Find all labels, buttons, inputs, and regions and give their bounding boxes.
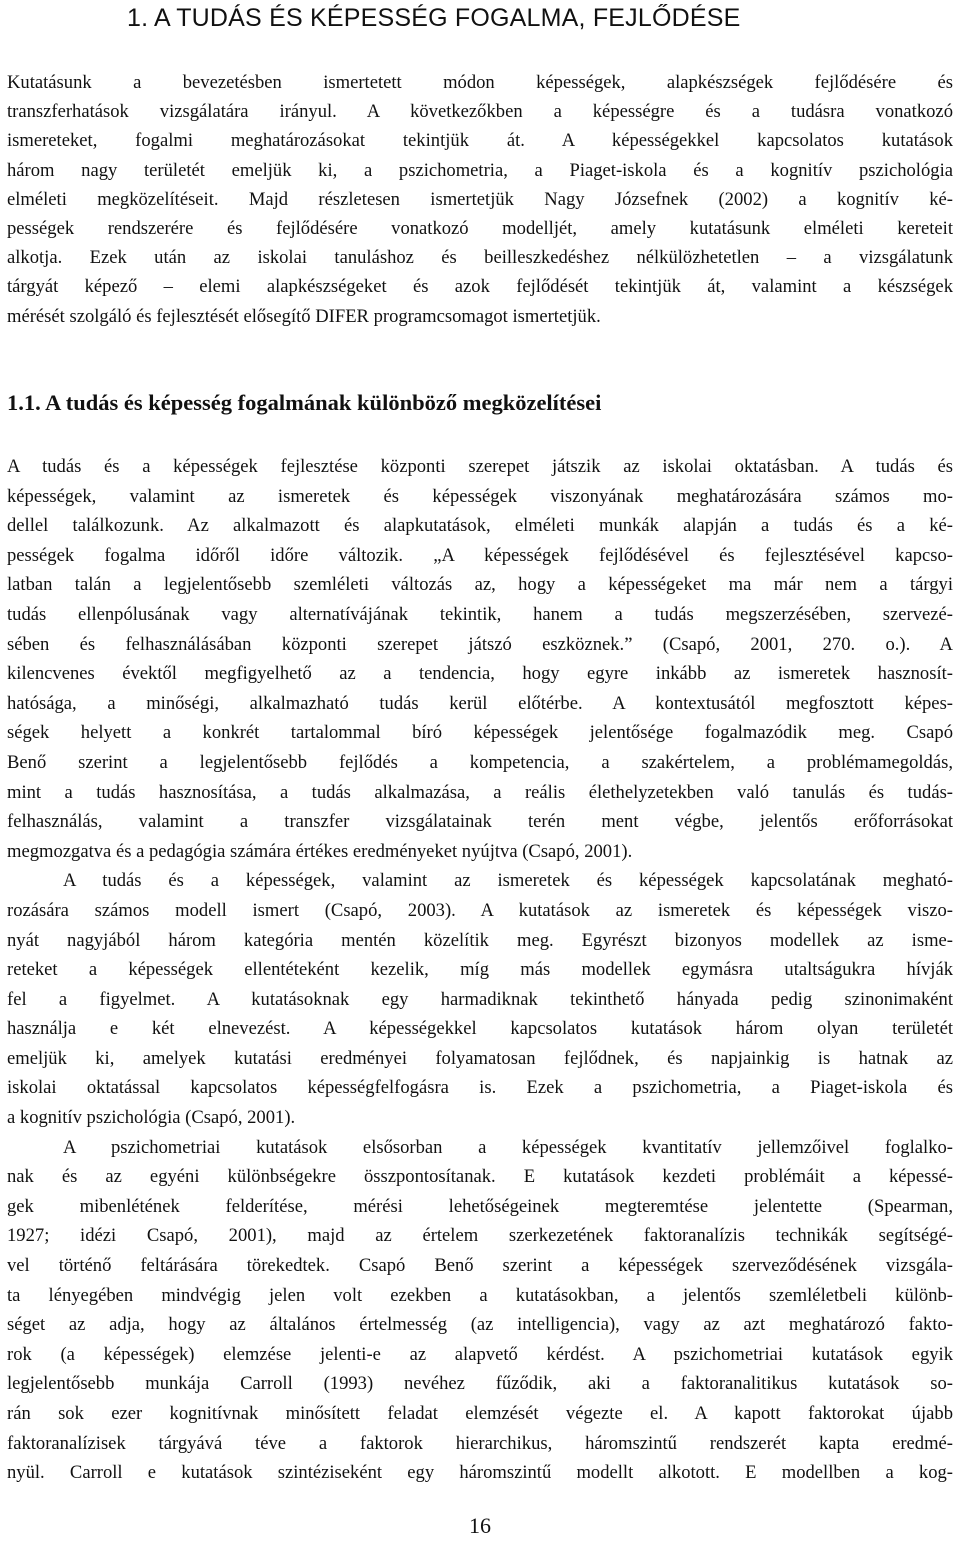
- text-line: fel a figyelmet. A kutatásoknak egy harmadiknak tekinthető hányada pedig szinonimaként: [7, 988, 953, 1010]
- text-line: a kognitív pszichológia (Csapó, 2001).: [7, 1107, 296, 1129]
- text-line: pességek rendszerére és fejlődésére vonatkozó modelljét, amely kutatásunk elméleti kereteit: [7, 217, 953, 239]
- chapter-title: 1. A TUDÁS ÉS KÉPESSÉG FOGALMA, FEJLŐDÉSE: [127, 4, 741, 32]
- text-line: Kutatásunk a bevezetésben ismertetett módon képességek, alapkészségek fejlődésére és: [7, 72, 953, 93]
- text-line: reteket a képességek ellentéteként kezelik, míg más modellek egymásra utaltságukra hívják: [7, 959, 953, 981]
- text-line: A pszichometriai kutatások elsősorban a képességek kvantitatív jellemzőivel foglalko-: [63, 1136, 953, 1158]
- text-line: sében és felhasználásában központi szerepet játszó eszköznek.” (Csapó, 2001, 270. o.). A: [7, 633, 953, 655]
- text-line: nyül. Carroll e kutatások szintéziseként egy háromszintű modellt alkotott. E modellben a kog-: [7, 1462, 953, 1484]
- text-line: tárgyát képező – elemi alapkészségeket és azok fejlődését tekintjük át, valamint a készségek: [7, 276, 953, 298]
- text-line: ségek helyett a konkrét tartalommal bíró képességek jelentősége fogalmazódik meg. Csapó: [7, 722, 953, 744]
- text-line: latban talán a legjelentősebb szemléleti változás az, hogy a képességeket ma már nem a tárgyi: [7, 574, 953, 596]
- section-heading: 1.1. A tudás és képesség fogalmának különböző megközelítései: [7, 390, 602, 415]
- text-line: legjelentősebb munkája Carroll (1993) nevéhez fűződik, aki a faktoranalitikus kutatások so-: [7, 1373, 953, 1395]
- text-line: három nagy területét emeljük ki, a pszichometria, a Piaget-iskola és a kognitív pszichológia: [7, 159, 953, 181]
- text-line: alkotja. Ezek után az iskolai tanuláshoz és beilleszkedéshez nélkülözhetetlen – a vizsgálatunk: [7, 247, 953, 269]
- text-line: kilencvenes évektől megfigyelhető az a tendencia, hogy egyre inkább az ismeretek hasznosít-: [7, 663, 953, 685]
- text-line: faktoranalízisek tárgyává téve a faktorok hierarchikus, háromszintű rendszerét kapta eredmé-: [7, 1432, 953, 1454]
- text-line: nak és az egyéni különbségekre összpontosítanak. E kutatások kezdeti problémáit a képessé-: [7, 1166, 953, 1188]
- text-line: használja e két elnevezést. A képességekkel kapcsolatos kutatások három olyan területét: [7, 1018, 953, 1040]
- page-number: 16: [469, 1513, 491, 1538]
- text-line: dellel találkozunk. Az alkalmazott és alapkutatások, elméleti munkák alapján a tudás és a ké-: [7, 515, 953, 537]
- text-line: mint a tudás hasznosítása, a tudás alkalmazása, a reális élethelyzetekben való tanulás és tudás-: [7, 781, 953, 803]
- text-line: nyát nagyjából három kategória mentén közelítik meg. Egyrészt bizonyos modellek az isme-: [7, 929, 953, 951]
- text-line: ismereteket, fogalmi meghatározásokat tekintjük át. A képességekkel kapcsolatos kutatások: [7, 130, 953, 152]
- text-line: rán sok ezer kognitívnak minősített feladat elemzését végezte el. A kapott faktorokat újabb: [7, 1403, 953, 1424]
- text-line: iskolai oktatással kapcsolatos képességfelfogásra is. Ezek a pszichometria, a Piaget-iskola és: [7, 1077, 953, 1099]
- body-paragraphs: [7, 452, 953, 1488]
- intro-paragraph: [7, 68, 953, 331]
- text-line: 1927; idézi Csapó, 2001), majd az értelem szerkezetének faktoranalízis technikák segítségé-: [7, 1225, 953, 1247]
- text-line: Benő szerint a legjelentősebb fejlődés a kompetencia, a szakértelem, a problémamegoldás,: [7, 751, 953, 773]
- text-line: hatósága, a minőségi, alkalmazható tudás kerül előtérbe. A kontextusától megfosztott képes-: [7, 692, 953, 714]
- text-line: elméleti megközelítéseit. Majd részletesen ismertetjük Nagy Józsefnek (2002) a kognitív ké-: [7, 188, 953, 210]
- text-line: A tudás és a képességek, valamint az ismeretek és képességek kapcsolatának megható-: [63, 870, 953, 892]
- text-line: séget az adja, hogy az általános értelmesség (az intelligencia), vagy az azt meghatározó fakto-: [7, 1314, 953, 1336]
- text-line: pességek fogalma időről időre változik. „A képességek fejlődésével és fejlesztésével kapcso-: [7, 544, 953, 566]
- text-line: ta lényegében mindvégig jelen volt ezekben a kutatásokban, a jelentős szemléletbeli különb-: [7, 1284, 953, 1306]
- text-line: tudás ellenpólusának vagy alternatívájának tekintik, hanem a tudás megszerzésében, szervezé-: [7, 603, 953, 625]
- text-line: mérését szolgáló és fejlesztését elősegítő DIFER programcsomagot ismertetjük.: [7, 305, 601, 327]
- text-line: transzferhatások vizsgálatára irányul. A következőkben a képességre és a tudásra vonatkozó: [7, 101, 953, 123]
- text-line: vel történő feltárására törekedtek. Csapó Benő szerint a képességek szerveződésének vizsgála-: [7, 1255, 953, 1277]
- text-line: felhasználás, valamint a transzfer vizsgálatainak terén ment végbe, jelentős erőforrásokat: [7, 811, 953, 833]
- text-line: gek mibenlétének felderítése, mérési lehetőségeinek megteremtése jelentette (Spearman,: [7, 1195, 953, 1217]
- text-line: megmozgatva és a pedagógia számára értékes eredményeket nyújtva (Csapó, 2001).: [7, 840, 633, 862]
- text-line: rok (a képességek) elemzése jelenti-e az alapvető kérdést. A pszichometriai kutatások egyik: [7, 1343, 953, 1365]
- text-line: emeljük ki, amelyek kutatási eredményei folyamatosan fejlődnek, és napjainkig is hatnak az: [7, 1047, 953, 1069]
- text-line: A tudás és a képességek fejlesztése központi szerepet játszik az iskolai oktatásban. A tudás és: [7, 456, 953, 477]
- text-line: rozására számos modell ismert (Csapó, 2003). A kutatások az ismeretek és képességek viszo-: [7, 899, 953, 921]
- text-line: képességek, valamint az ismeretek és képességek viszonyának meghatározására számos mo-: [7, 485, 953, 507]
